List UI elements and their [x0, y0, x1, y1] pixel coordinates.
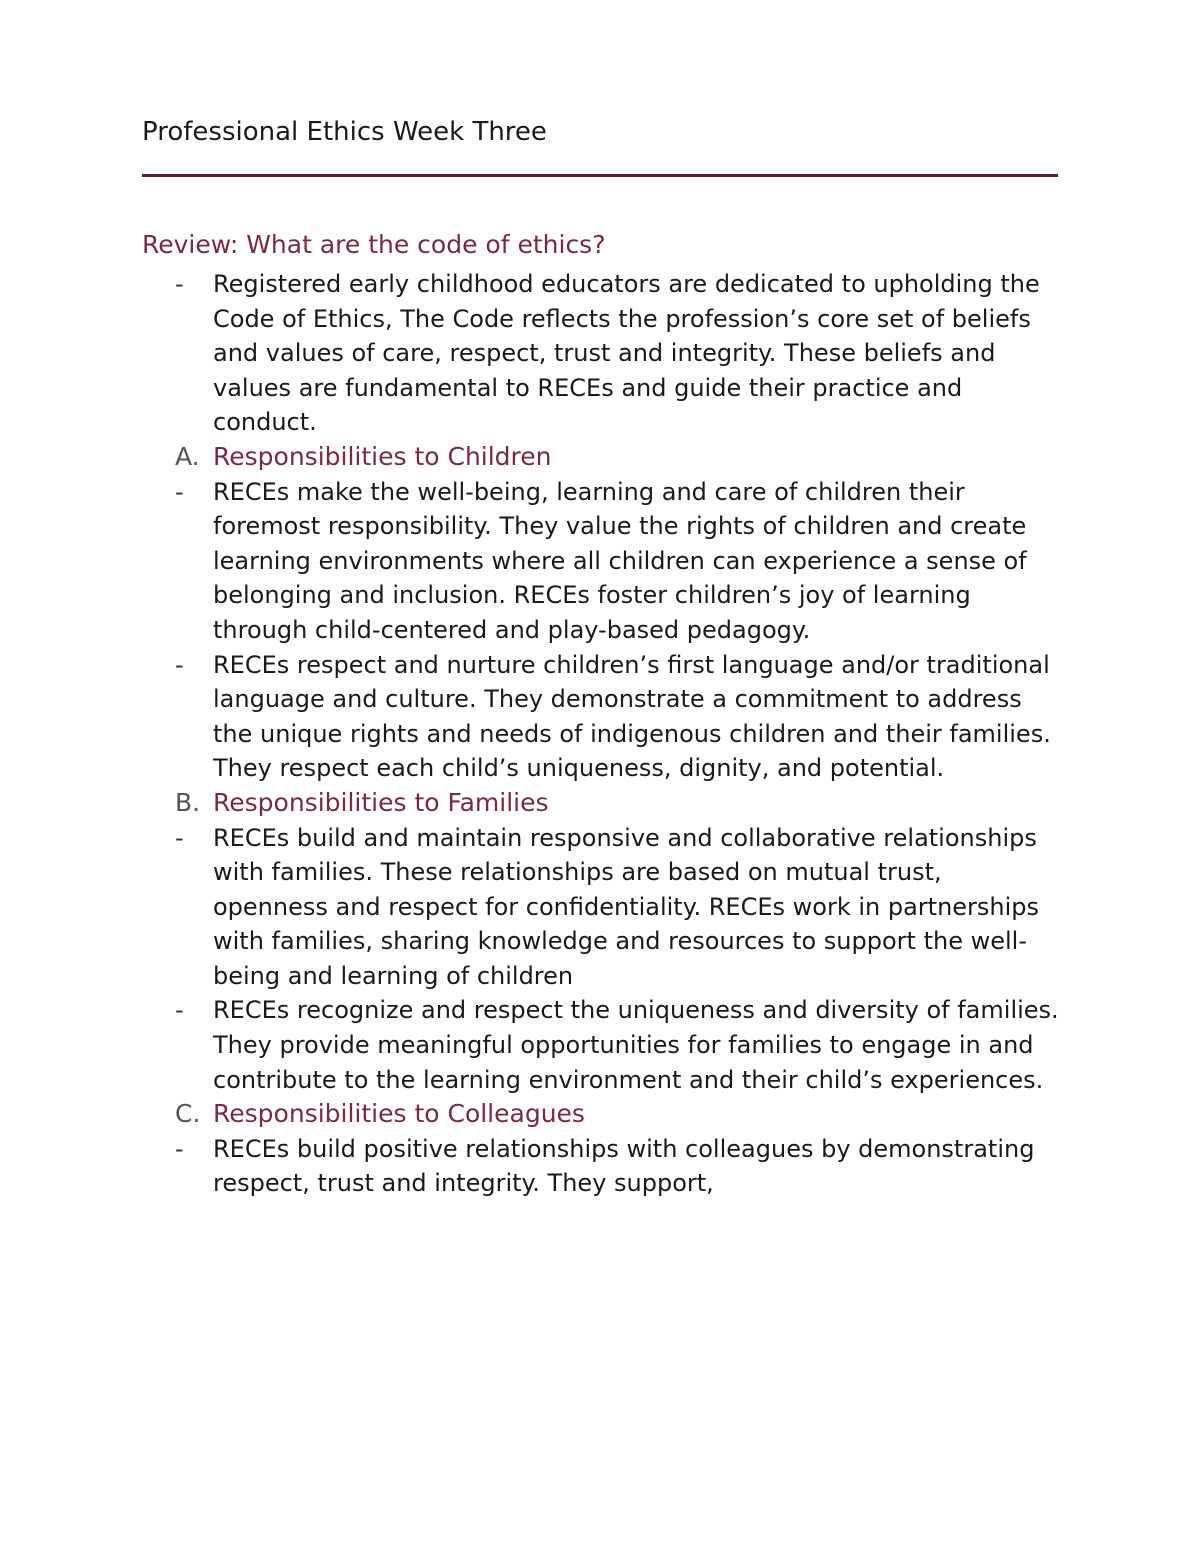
section-letter: B. — [175, 787, 201, 817]
bullet-text: RECEs respect and nurture children’s first language and/or traditional language and culture. They demonstrate a commitment to address the unique rights and needs of indigenous children and their families. They respect each child’s uniqueness, dignity, and potential. — [213, 650, 1051, 783]
list-item — [142, 821, 1060, 994]
review-heading: Review: What are the code of ethics? — [142, 230, 606, 259]
section-title: Responsibilities to Children — [213, 441, 552, 471]
section-heading-families — [142, 786, 1060, 821]
dash-marker: - — [175, 823, 184, 852]
dash-marker: - — [175, 270, 184, 298]
list-item — [142, 993, 1060, 1097]
list-item — [142, 475, 1060, 648]
document-title: Professional Ethics Week Three — [142, 117, 547, 147]
dash-marker: - — [175, 650, 184, 679]
dash-marker: - — [175, 996, 184, 1025]
list-item-intro — [142, 267, 1060, 440]
document-page — [142, 112, 1060, 1201]
list-item — [142, 1132, 1060, 1201]
bullet-text: RECEs build and maintain responsive and collaborative relationships with families. These relationships are based on mutual trust, openness and respect for confidentiality. RECEs work in partnerships with families, sharing knowledge and resources to support the well-being and learning of children — [213, 823, 1040, 990]
dash-marker: - — [175, 1134, 184, 1163]
section-heading-colleagues — [142, 1097, 1060, 1132]
bullet-text: RECEs build positive relationships with colleagues by demonstrating respect, trust and integrity. They support, — [213, 1134, 1035, 1198]
section-heading-children — [142, 440, 1060, 475]
section-letter: A. — [175, 441, 200, 471]
section-title: Responsibilities to Families — [213, 787, 549, 817]
title-divider — [142, 174, 1058, 177]
bullet-text: RECEs make the well-being, learning and care of children their foremost responsibility. They value the rights of children and create learning environments where all children can experience a sense of belonging and inclusion. RECEs foster children’s joy of learning through child-centered and play-based pedagogy. — [213, 477, 1027, 644]
list-item — [142, 648, 1060, 786]
section-letter: C. — [175, 1099, 201, 1129]
ethics-list — [142, 267, 1060, 1201]
section-title: Responsibilities to Colleagues — [213, 1099, 585, 1129]
bullet-text: RECEs recognize and respect the uniqueness and diversity of families. They provide meaningful opportunities for families to engage in and contribute to the learning environment and their child’s experiences. — [213, 996, 1059, 1094]
intro-text: Registered early childhood educators are dedicated to upholding the Code of Ethics, The Code reflects the profession’s core set of beliefs and values of care, respect, trust and integrity. These beliefs and values are fundamental to RECEs and guide their practice and conduct. — [213, 270, 1040, 437]
dash-marker: - — [175, 477, 184, 506]
